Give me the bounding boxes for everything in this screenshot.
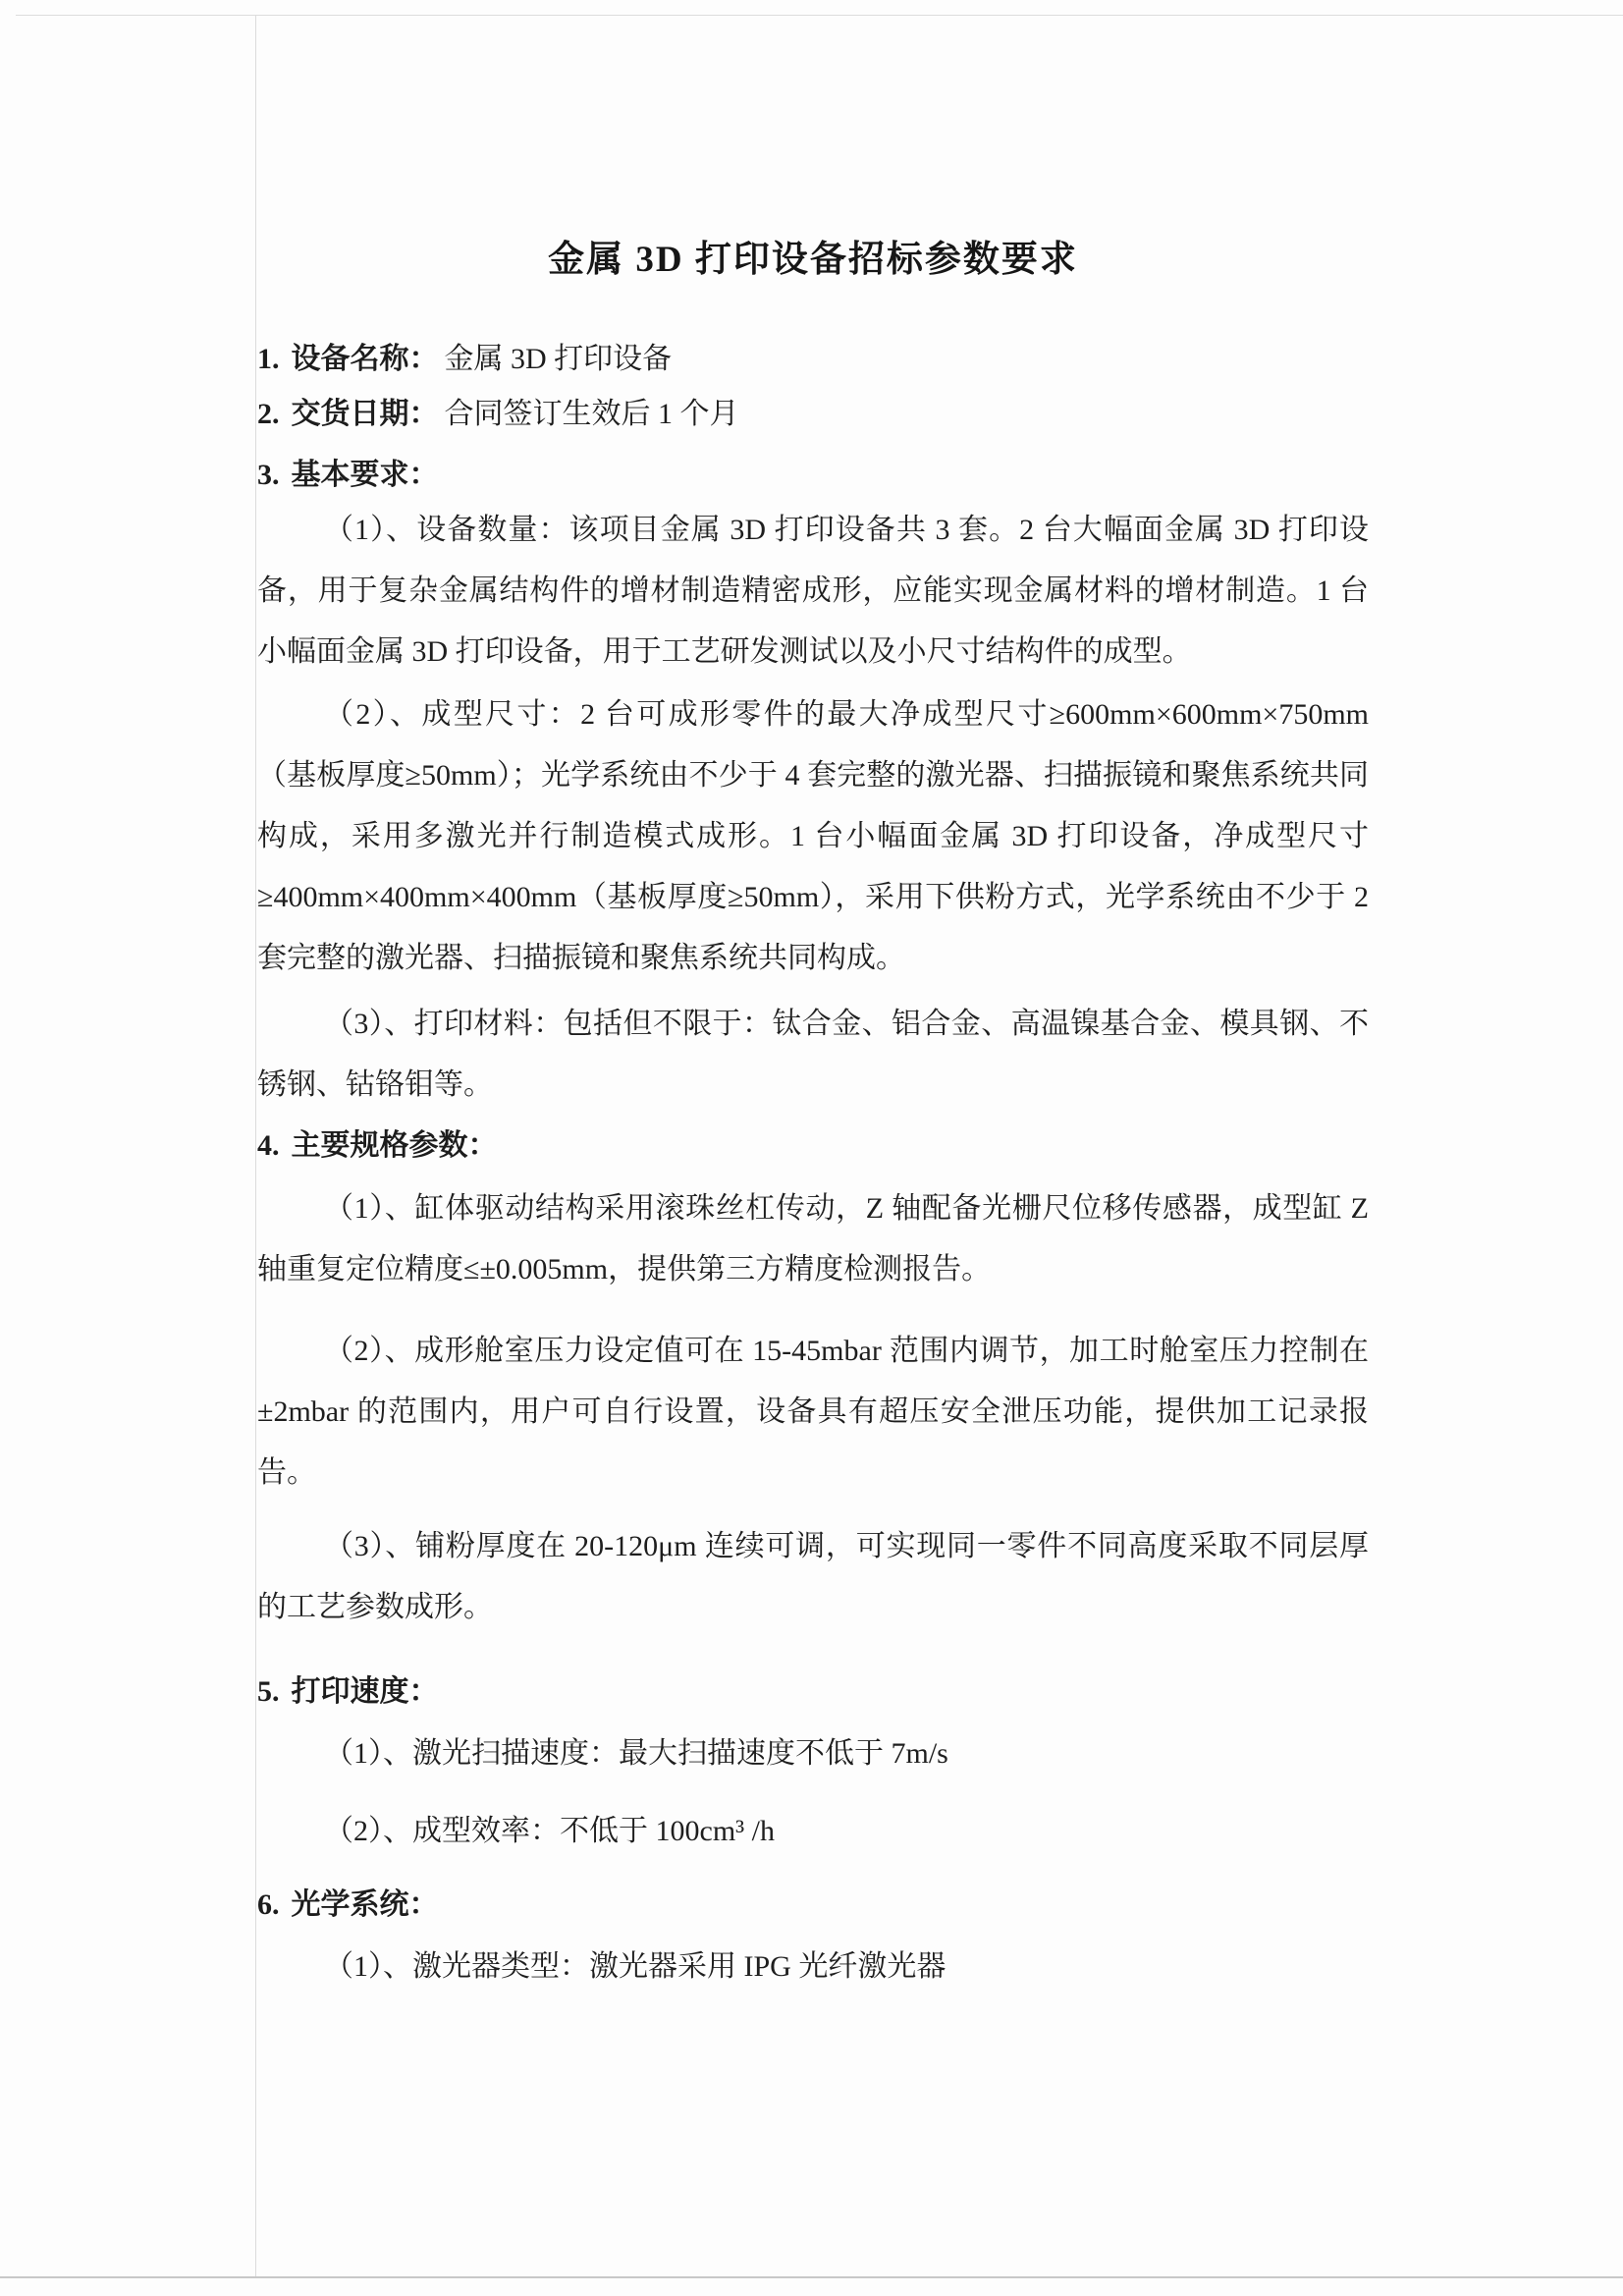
section-heading-print-speed xyxy=(257,1669,1369,1715)
item-label: 基本要求： xyxy=(291,459,439,491)
item-number: 6. xyxy=(257,1888,280,1921)
item-number: 2. xyxy=(257,398,280,430)
item-label: 主要规格参数： xyxy=(291,1129,498,1162)
page-edge-bottom-line xyxy=(0,2276,1623,2278)
section-heading-main-specs xyxy=(257,1123,1369,1169)
page-fold-left-line xyxy=(255,15,256,2276)
item-number: 5. xyxy=(257,1675,280,1708)
document-content xyxy=(257,0,1369,1997)
list-item-delivery-date xyxy=(257,392,1369,437)
section-heading-optical-system xyxy=(257,1883,1369,1928)
paragraph-powder-layer-thickness: （3）、铺粉厚度在 20-120μm 连续可调，可实现同一零件不同高度采取不同层厚的工艺参数成形。 xyxy=(257,1530,1369,1623)
paragraph-equipment-quantity: （1）、设备数量：该项目金属 3D 打印设备共 3 套。2 台大幅面金属 3D 打印设备，用于复杂金属结构件的增材制造精密成形，应能实现金属材料的增材制造。1 台小幅面金属 3D 打印设备，用于工艺研发测试以及小尺寸结构件的成型。 xyxy=(257,514,1369,668)
item-number: 4. xyxy=(257,1129,280,1162)
paragraph-laser-scan-speed: （1）、激光扫描速度：最大扫描速度不低于 7m/s xyxy=(324,1737,948,1770)
section-heading-basic-requirements xyxy=(257,453,1369,498)
item-number: 3. xyxy=(257,459,280,491)
paragraph-laser-type: （1）、激光器类型：激光器采用 IPG 光纤激光器 xyxy=(324,1950,947,1983)
item-label: 设备名称： xyxy=(291,343,439,375)
paragraph-forming-size: （2）、成型尺寸：2 台可成形零件的最大净成型尺寸≥600mm×600mm×750mm（基板厚度≥50mm）；光学系统由不少于 4 套完整的激光器、扫描振镜和聚焦系统共同构成，采用多激光并行制造模式成形。1 台小幅面金属 3D 打印设备，净成型尺寸≥400mm×400mm×400mm（基板厚度≥50mm），采用下供粉方式，光学系统由不少于 2 套完整的激光器、扫描振镜和聚焦系统共同构成。 xyxy=(257,698,1369,974)
item-number: 1. xyxy=(257,343,280,375)
document-title: 金属 3D 打印设备招标参数要求 xyxy=(548,240,1078,280)
item-label: 打印速度： xyxy=(291,1675,439,1708)
paragraph-cylinder-drive: （1）、缸体驱动结构采用滚珠丝杠传动，Z 轴配备光栅尺位移传感器，成型缸 Z 轴重复定位精度≤±0.005mm，提供第三方精度检测报告。 xyxy=(257,1192,1369,1285)
paragraph-chamber-pressure: （2）、成形舱室压力设定值可在 15-45mbar 范围内调节，加工时舱室压力控制在±2mbar 的范围内，用户可自行设置，设备具有超压安全泄压功能，提供加工记录报告。 xyxy=(257,1335,1369,1489)
item-value: 金属 3D 打印设备 xyxy=(444,343,673,375)
item-label: 交货日期： xyxy=(291,398,439,430)
item-value: 合同签订生效后 1 个月 xyxy=(444,398,739,430)
paragraph-print-materials: （3）、打印材料：包括但不限于：钛合金、铝合金、高温镍基合金、模具钢、不锈钢、钴铬钼等。 xyxy=(257,1008,1369,1101)
list-item-device-name xyxy=(257,337,1369,382)
paragraph-forming-efficiency: （2）、成型效率：不低于 100cm³ /h xyxy=(324,1815,775,1847)
item-label: 光学系统： xyxy=(291,1888,439,1921)
